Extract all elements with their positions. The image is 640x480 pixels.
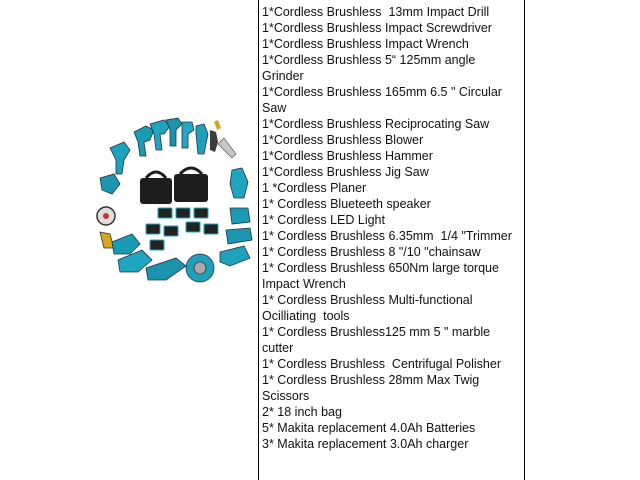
cordless-tool-combo-kit-photo [92, 112, 256, 292]
tool-bags [140, 168, 208, 204]
list-item: 1*Cordless Brushless 165mm 6.5 " Circular Saw [262, 85, 506, 115]
kit-contents-list [258, 0, 525, 480]
list-item: 1* Cordless Brushless 650Nm large torque Impact Wrench [262, 261, 503, 291]
list-item: 1* Cordless Brushless 6.35mm 1/4 "Trimmer [262, 229, 512, 243]
list-item: 1* Cordless Brushless 8 "/10 "chainsaw [262, 245, 481, 259]
list-item: 1* Cordless LED Light [262, 213, 385, 227]
list-item: 1*Cordless Brushless Reciprocating Saw [262, 117, 490, 131]
list-item: 3* Makita replacement 3.0Ah charger [262, 437, 469, 451]
list-item: 1*Cordless Brushless Impact Screwdriver [262, 21, 492, 35]
batteries [146, 208, 218, 250]
list-item: 1*Cordless Brushless Hammer [262, 149, 433, 163]
list-item: 1* Cordless Blueteeth speaker [262, 197, 431, 211]
list-item: 1*Cordless Brushless 5“ 125mm angle Grinder [262, 53, 479, 83]
list-item: 1*Cordless Brushless 13mm Impact Drill [262, 5, 490, 19]
list-item: 1* Cordless Brushless Multi-functional Ocilliating tools [262, 293, 476, 323]
list-item: 1* Cordless Brushless Centrifugal Polisher [262, 357, 501, 371]
list-item: 1*Cordless Brushless Blower [262, 133, 424, 147]
list-item: 1*Cordless Brushless Impact Wrench [262, 37, 469, 51]
list-item: 1 *Cordless Planer [262, 181, 367, 195]
list-item: 1* Cordless Brushless 28mm Max Twig Scissors [262, 373, 483, 403]
list-item: 5* Makita replacement 4.0Ah Batteries [262, 421, 476, 435]
list-item: 1* Cordless Brushless125 mm 5 " marble cutter [262, 325, 494, 355]
list-item: 2* 18 inch bag [262, 405, 342, 419]
list-item: 1*Cordless Brushless Jig Saw [262, 165, 429, 179]
